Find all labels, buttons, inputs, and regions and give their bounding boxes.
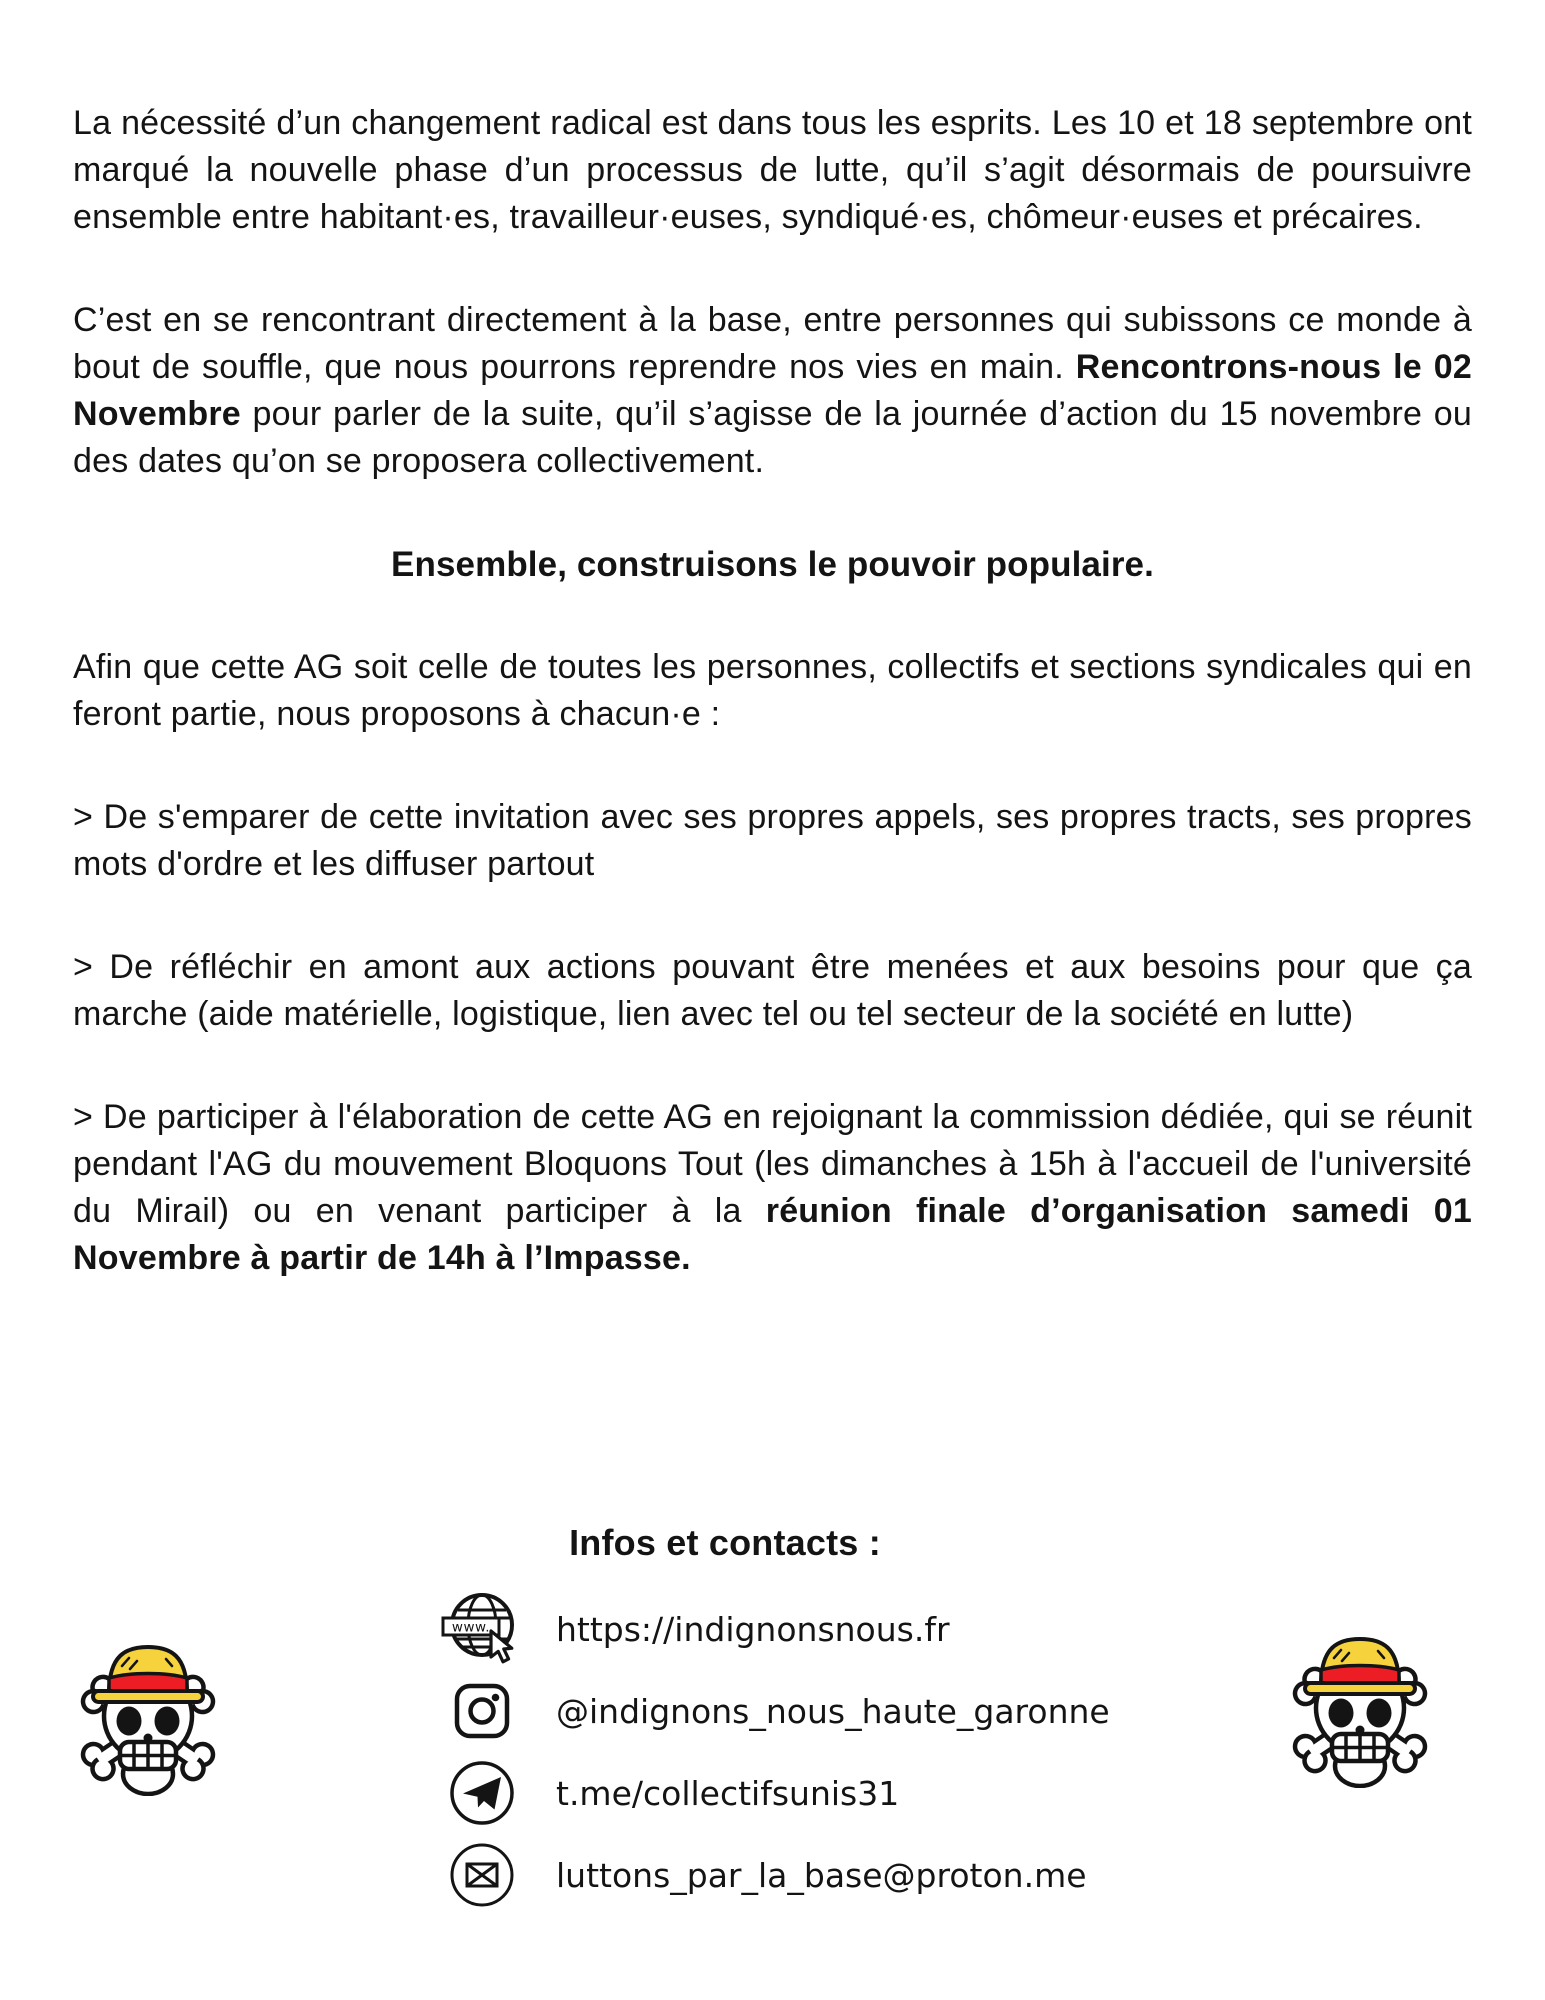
straw-hat-jolly-roger-right <box>1280 1628 1440 1788</box>
meeting-paragraph: C’est en se rencontrant directement à la base, entre personnes qui subissons ce monde à bout de souffle, que nous pourrons reprendre nos vies en main. Rencontrons-nous le 02 Novembre pour parler de la suite, qu’il s’agisse de la journée d’action du 15 novembre ou des dates qu’on se proposera collectivement. <box>73 301 1472 480</box>
globe-www-icon <box>438 1589 526 1669</box>
contacts-list <box>438 1588 1110 1916</box>
instagram-handle[interactable]: @indignons_nous_haute_garonne <box>556 1691 1110 1731</box>
bullet-item-3: > De participer à l'élaboration de cette AG en rejoignant la commission dédiée, qui se réunit pendant l'AG du mouvement Bloquons Tout (les dimanches à 15h à l'accueil de l'université du Mirail) ou en venant participer à la réunion finale d’organisation samedi 01 Novembre à partir de 14h à l’Impasse. <box>73 1098 1472 1277</box>
intro-paragraph: La nécessité d’un changement radical est dans tous les esprits. Les 10 et 18 septembre ont marqué la nouvelle phase d’un processus de lutte, qu’il s’agit désormais de poursuivre ensemble entre habitant·es, travailleur·euses, syndiqué·es, chômeur·euses et précaires. <box>73 104 1472 236</box>
slogan-heading: Ensemble, construisons le pouvoir populaire. <box>391 545 1154 584</box>
contact-row-instagram <box>438 1670 1110 1752</box>
website-link[interactable]: https://indignonsnous.fr <box>556 1609 950 1649</box>
telegram-link[interactable]: t.me/collectifsunis31 <box>556 1773 900 1813</box>
contact-row-telegram <box>438 1752 1110 1834</box>
contact-row-email <box>438 1834 1110 1916</box>
straw-hat-jolly-roger-left <box>68 1636 228 1796</box>
contacts-heading: Infos et contacts : <box>569 1522 881 1563</box>
telegram-icon <box>438 1760 526 1826</box>
proposal-intro-paragraph: Afin que cette AG soit celle de toutes les personnes, collectifs et sections syndicales qui en feront partie, nous proposons à chacun·e : <box>73 648 1472 733</box>
bullet-item-2: > De réfléchir en amont aux actions pouvant être menées et aux besoins pour que ça marche (aide matérielle, logistique, lien avec tel ou tel secteur de la société en lutte) <box>73 948 1472 1033</box>
contact-row-website <box>438 1588 1110 1670</box>
email-address[interactable]: luttons_par_la_base@proton.me <box>556 1855 1087 1895</box>
email-icon <box>438 1842 526 1908</box>
bullet-item-1: > De s'emparer de cette invitation avec ses propres appels, ses propres tracts, ses propres mots d'ordre et les diffuser partout <box>73 798 1472 883</box>
svg-text:www.: www. <box>451 1619 491 1636</box>
body-text <box>73 100 1472 1338</box>
instagram-icon <box>438 1683 526 1739</box>
